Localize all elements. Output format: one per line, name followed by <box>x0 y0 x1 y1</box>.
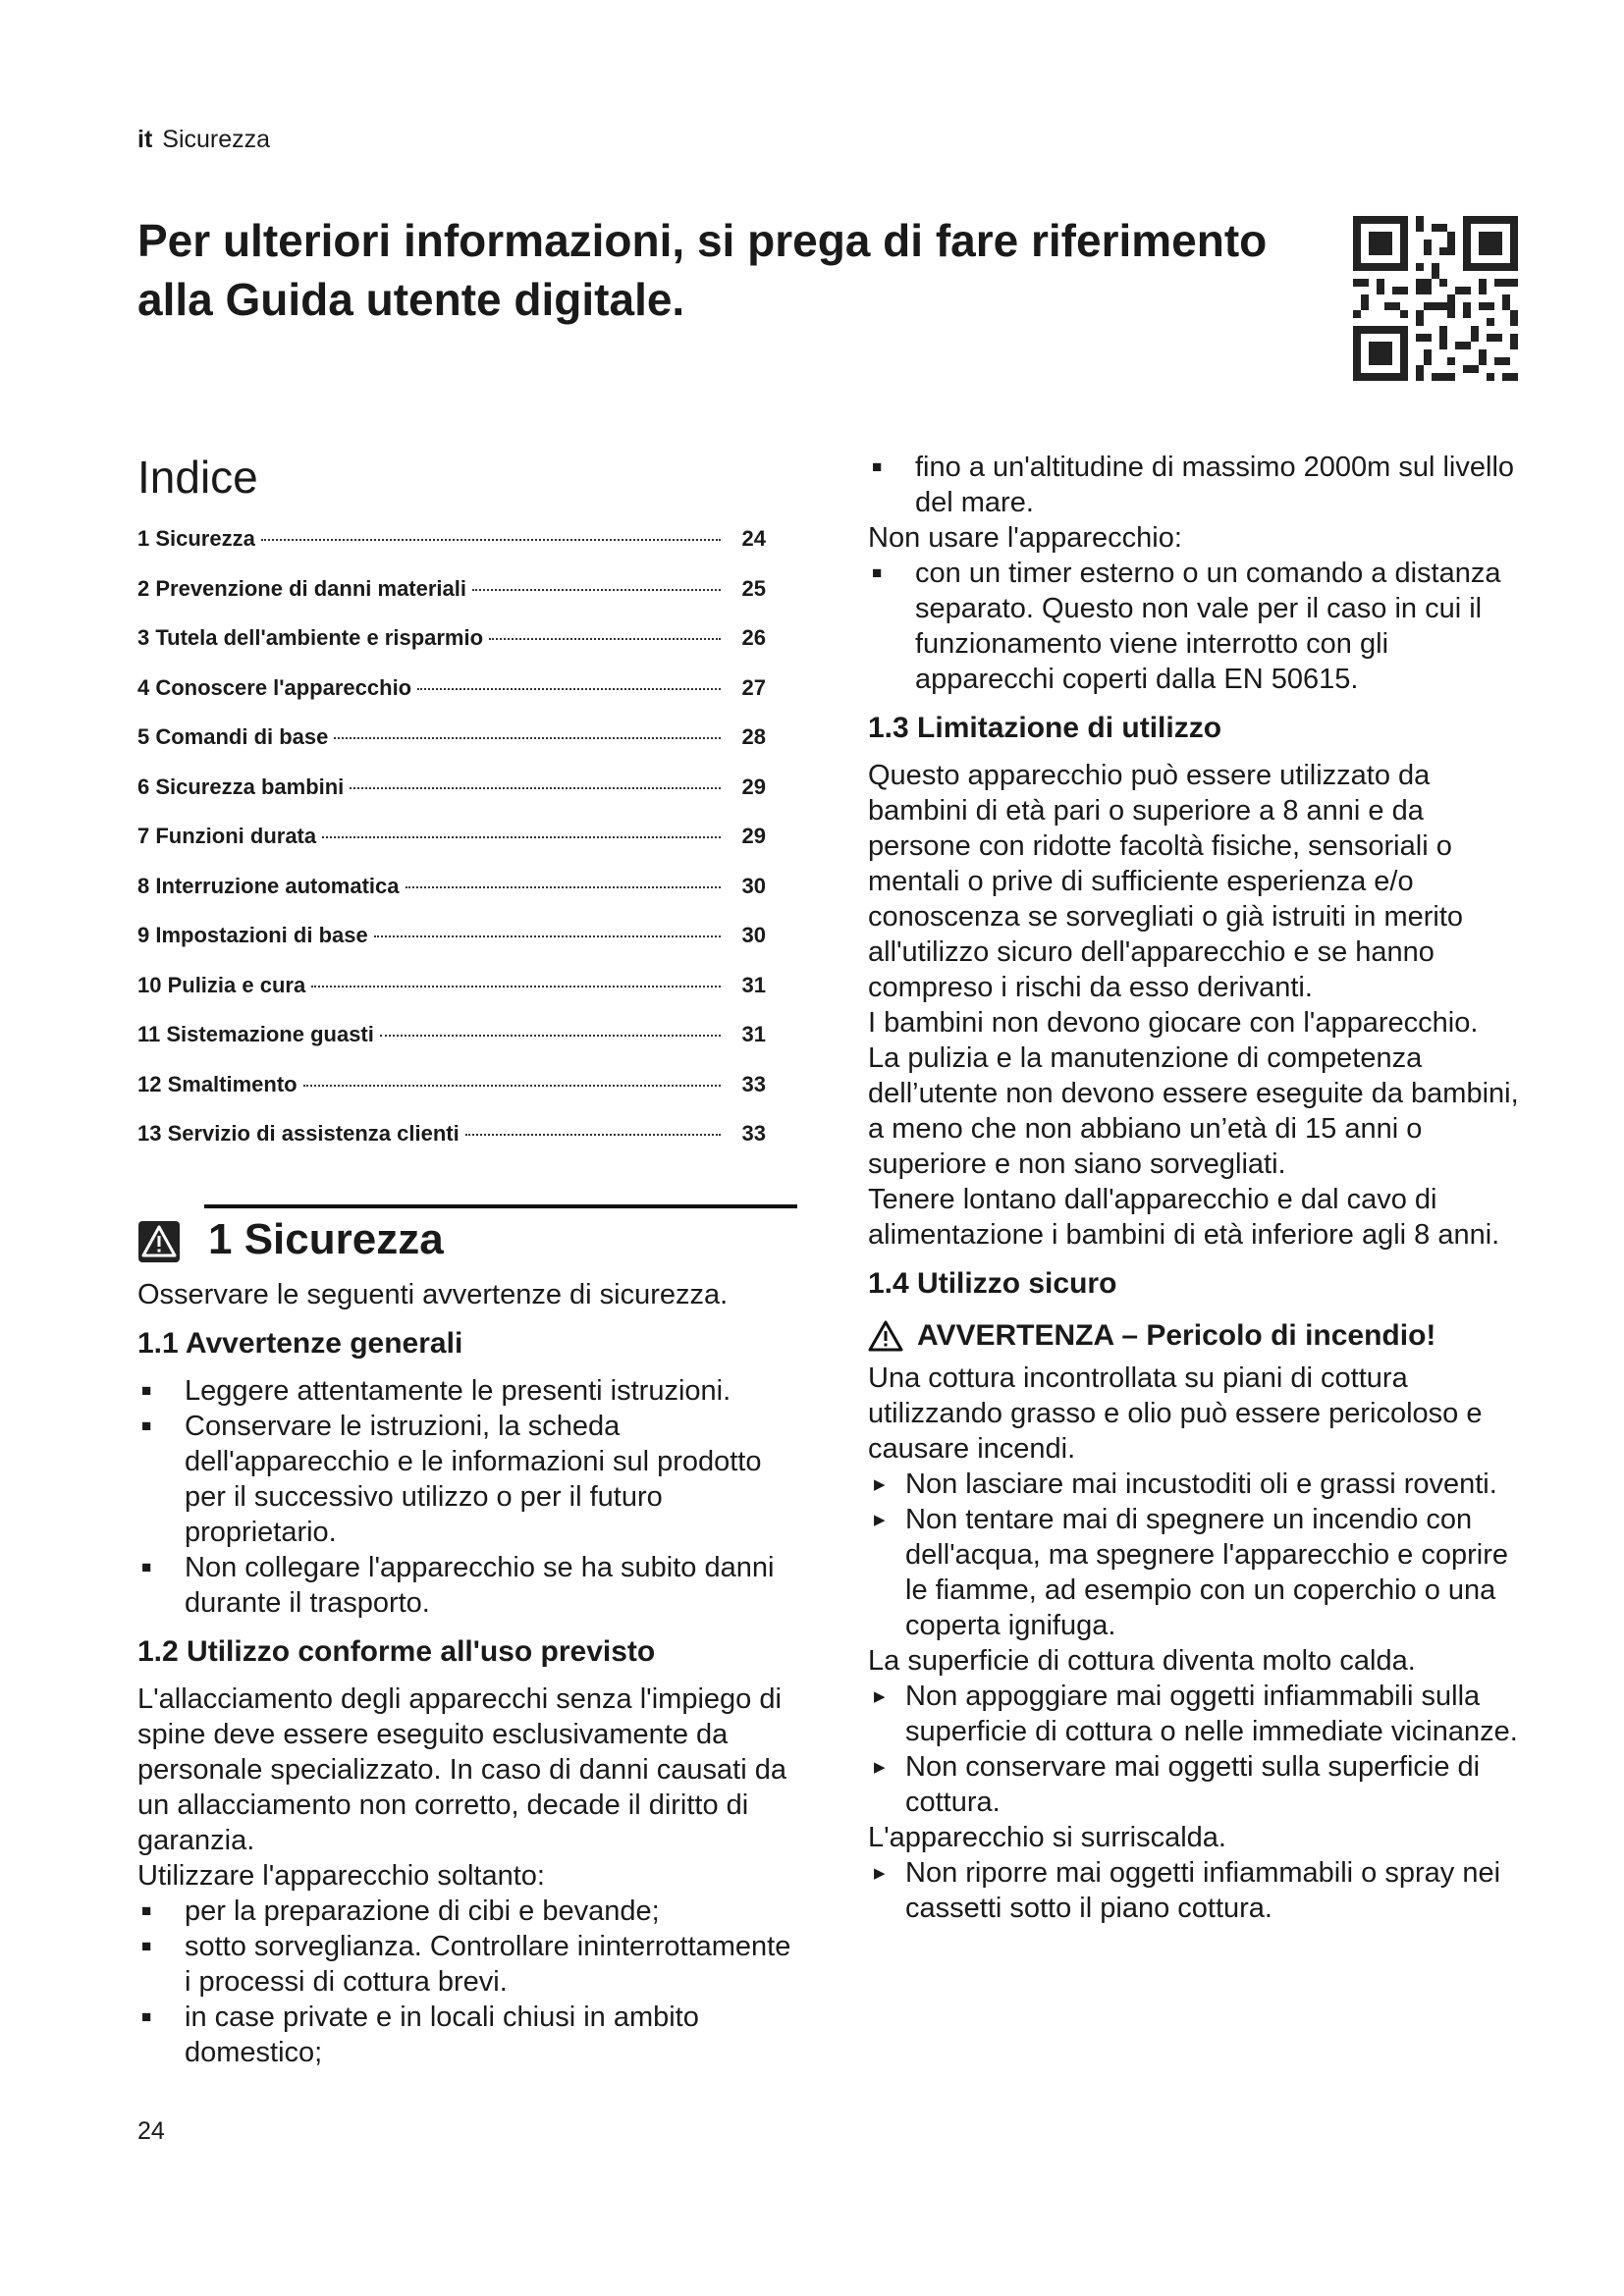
right-column <box>868 450 1528 1926</box>
page-number: 24 <box>137 2117 165 2145</box>
toc-leader <box>472 589 721 591</box>
toc-entry-page: 29 <box>741 774 766 799</box>
section-heading <box>137 1204 797 1277</box>
bullet-item: ■ fino a un'altitudine di massimo 2000m sul livello del mare. <box>868 450 1528 520</box>
toc-entry-page: 30 <box>741 923 766 947</box>
paragraph: L'apparecchio si surriscalda. <box>868 1822 1226 1853</box>
bullet-item: ■ sotto sorveglianza. Controllare ininterrottamente i processi di cottura brevi. <box>137 1929 797 2000</box>
toc-leader <box>489 638 721 640</box>
toc-entry-page: 25 <box>741 575 766 601</box>
paragraph: I bambini non devono giocare con l'apparecchio. <box>868 1007 1479 1039</box>
safety-warning-icon <box>137 1220 181 1263</box>
instruction-item: ▶ Non tentare mai di spegnere un incendio con dell'acqua, ma spegnere l'apparecchio e coprire le fiamme, ad esempio con un coperchio o una coperta ignifuga. <box>868 1502 1528 1643</box>
paragraph: L'allacciamento degli apparecchi senza l'impiego di spine deve essere eseguito esclusivamente da personale specializzato. In caso di danni causati da un allacciamento non corretto, decade il diritto di garanzia. <box>137 1682 786 1856</box>
toc-entry[interactable] <box>137 923 766 973</box>
toc-leader <box>303 1085 721 1087</box>
toc-entry-label: 1 Sicurezza <box>137 526 255 551</box>
toc-entry[interactable] <box>137 526 766 576</box>
toc-entry[interactable] <box>137 576 766 626</box>
toc-entry[interactable] <box>137 625 766 675</box>
bullet-item: ■ con un timer esterno o un comando a distanza separato. Questo non vale per il caso in cui il funzionamento viene interrotto con gli apparecchi coperti dalla EN 50615. <box>868 556 1528 697</box>
toc-entry-label: 4 Conoscere l'apparecchio <box>137 674 412 700</box>
language-code: it <box>137 126 153 153</box>
warning-text: AVVERTENZA – Pericolo di incendio! <box>917 1319 1436 1352</box>
running-head-section: Sicurezza <box>162 126 271 153</box>
toc-leader <box>380 1035 721 1037</box>
toc-leader <box>465 1134 721 1136</box>
toc-entry[interactable] <box>137 724 766 774</box>
toc-leader <box>261 539 721 541</box>
toc-leader <box>374 935 721 937</box>
left-column <box>137 452 797 2070</box>
subsection-title-1-3: 1.3 Limitazione di utilizzo <box>868 712 1222 744</box>
toc-leader <box>322 836 721 838</box>
toc-entry-page: 27 <box>741 674 766 700</box>
instruction-item: ▶ Non riporre mai oggetti infiammabili o spray nei cassetti sotto il piano cottura. <box>868 1855 1528 1926</box>
toc-entry-page: 29 <box>741 824 766 848</box>
paragraph: La superficie di cottura diventa molto calda. <box>868 1645 1416 1677</box>
toc-entry[interactable] <box>137 675 766 725</box>
qr-code-icon[interactable] <box>1353 216 1518 381</box>
bullet-item: ■ Non collegare l'apparecchio se ha subito danni durante il trasporto. <box>137 1550 797 1621</box>
toc-entry-page: 31 <box>741 972 766 997</box>
bullet-item: ■ per la preparazione di cibi e bevande; <box>137 1894 797 1929</box>
toc-leader <box>406 886 721 888</box>
section-intro: Osservare le seguenti avvertenze di sicurezza. <box>137 1278 729 1310</box>
toc-leader <box>311 986 721 988</box>
bullet-item: ■ Conservare le istruzioni, la scheda dell'apparecchio e le informazioni sul prodotto per il successivo utilizzo o per il futuro proprietario. <box>137 1409 797 1550</box>
toc-entry-label: 7 Funzioni durata <box>137 824 317 848</box>
toc-entry[interactable] <box>137 774 766 825</box>
toc-entry-label: 9 Impostazioni di base <box>137 923 368 947</box>
toc-entry[interactable] <box>137 1022 766 1072</box>
digital-guide-headline: Per ulteriori informazioni, si prega di fare riferimento alla Guida utente digitale. <box>137 215 1268 325</box>
toc-entry-page: 30 <box>741 873 766 898</box>
toc-entry-label: 6 Sicurezza bambini <box>137 774 345 799</box>
running-head <box>137 126 270 154</box>
toc-leader <box>334 737 721 739</box>
toc-entry[interactable] <box>137 824 766 874</box>
instruction-item: ▶ Non conservare mai oggetti sulla superficie di cottura. <box>868 1749 1528 1820</box>
table-of-contents <box>137 526 797 1171</box>
warning-heading <box>868 1317 1528 1355</box>
section-title: 1 Sicurezza <box>208 1214 444 1263</box>
toc-title: Indice <box>137 452 258 503</box>
toc-entry[interactable] <box>137 973 766 1023</box>
bullet-item: ■ Leggere attentamente le presenti istruzioni. <box>137 1373 797 1409</box>
toc-entry-page: 33 <box>741 1121 766 1146</box>
toc-leader <box>350 787 721 789</box>
toc-entry-label: 11 Sistemazione guasti <box>137 1022 374 1046</box>
section-rule <box>204 1204 797 1208</box>
paragraph: Una cottura incontrollata su piani di cottura utilizzando grasso e olio può essere pericoloso e causare incendi. <box>868 1362 1483 1465</box>
toc-entry-label: 2 Prevenzione di danni materiali <box>137 575 466 601</box>
paragraph: La pulizia e la manutenzione di competenza dell’utente non devono essere eseguite da bambini, a meno che non abbiano un’età di 15 anni o superiore e non siano sorvegliati. <box>868 1042 1519 1180</box>
subsection-title-1-2: 1.2 Utilizzo conforme all'uso previsto <box>137 1634 656 1668</box>
subsection-title-1-4: 1.4 Utilizzo sicuro <box>868 1267 1117 1300</box>
toc-entry-page: 24 <box>741 526 766 551</box>
toc-entry-label: 3 Tutela dell'ambiente e risparmio <box>137 625 484 650</box>
toc-entry-page: 31 <box>741 1022 766 1046</box>
toc-entry-label: 5 Comandi di base <box>137 724 329 749</box>
paragraph: Questo apparecchio può essere utilizzato da bambini di età pari o superiore a 8 anni e da persone con ridotte facoltà fisiche, sensoriali o mentali o prive di sufficiente esperienza e/o conoscenza se sorvegliati o già istruiti in merito all'utilizzo sicuro dell'apparecchio e se hanno compreso i rischi da esso derivanti. <box>868 760 1464 1003</box>
subsection-title-1-1: 1.1 Avvertenze generali <box>137 1326 463 1360</box>
paragraph: Non usare l'apparecchio: <box>868 522 1182 554</box>
toc-entry[interactable] <box>137 874 766 924</box>
warning-triangle-icon <box>868 1320 903 1352</box>
toc-entry-label: 10 Pulizia e cura <box>137 972 306 997</box>
toc-entry-label: 12 Smaltimento <box>137 1071 298 1096</box>
toc-entry-page: 26 <box>741 625 766 650</box>
paragraph: Utilizzare l'apparecchio soltanto: <box>137 1859 545 1892</box>
toc-entry-page: 33 <box>741 1071 766 1096</box>
toc-entry-label: 8 Interruzione automatica <box>137 873 400 898</box>
toc-entry[interactable] <box>137 1121 766 1171</box>
toc-leader <box>417 688 721 690</box>
toc-entry-label: 13 Servizio di assistenza clienti <box>137 1121 460 1146</box>
toc-entry[interactable] <box>137 1072 766 1122</box>
toc-entry-page: 28 <box>741 724 766 749</box>
bullet-item: ■ in case private e in locali chiusi in ambito domestico; <box>137 2000 797 2070</box>
instruction-item: ▶ Non lasciare mai incustoditi oli e grassi roventi. <box>868 1467 1528 1502</box>
instruction-item: ▶ Non appoggiare mai oggetti infiammabili sulla superficie di cottura o nelle immediate vicinanze. <box>868 1679 1528 1749</box>
paragraph: Tenere lontano dall'apparecchio e dal cavo di alimentazione i bambini di età inferiore agli 8 anni. <box>868 1184 1500 1251</box>
